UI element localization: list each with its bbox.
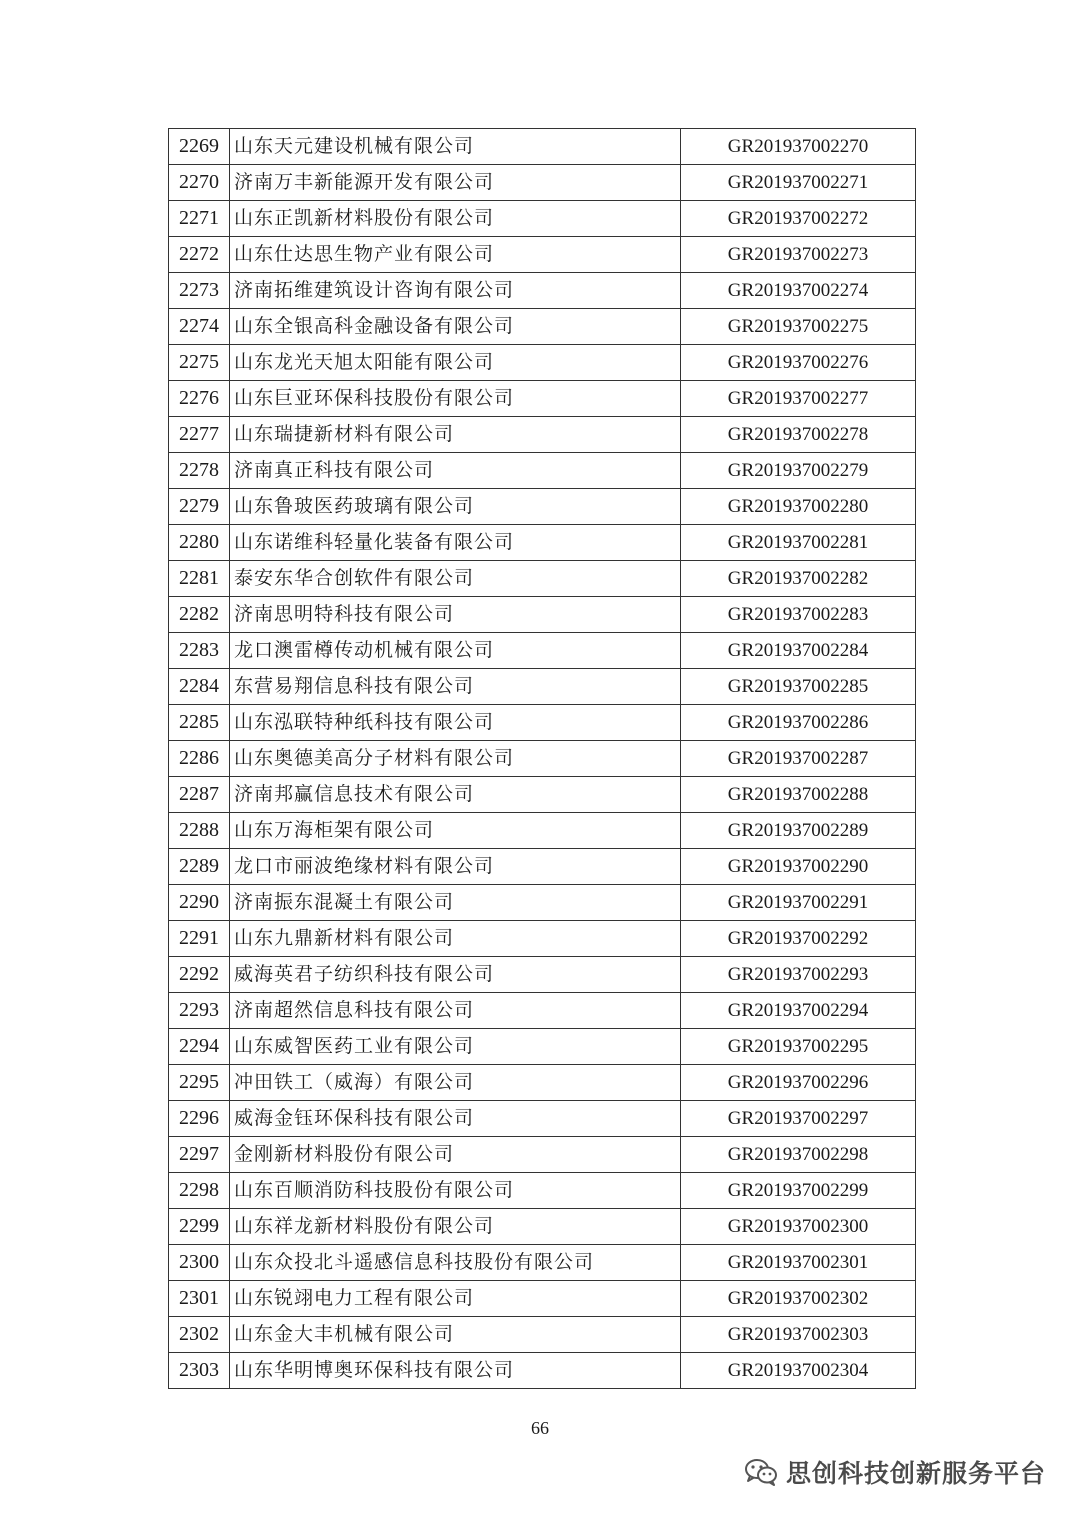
certificate-number-cell: GR201937002299 [681, 1173, 916, 1209]
row-number-cell: 2299 [169, 1209, 230, 1245]
company-name-cell: 泰安东华合创软件有限公司 [230, 561, 681, 597]
row-number-cell: 2301 [169, 1281, 230, 1317]
certificate-number-cell: GR201937002289 [681, 813, 916, 849]
certificate-number-cell: GR201937002286 [681, 705, 916, 741]
certificate-number-cell: GR201937002280 [681, 489, 916, 525]
row-number-cell: 2292 [169, 957, 230, 993]
table-row [169, 1245, 916, 1281]
row-number-cell: 2281 [169, 561, 230, 597]
table-row [169, 561, 916, 597]
table-row [169, 237, 916, 273]
company-name-cell: 山东诺维科轻量化装备有限公司 [230, 525, 681, 561]
certificate-number-cell: GR201937002298 [681, 1137, 916, 1173]
table-row [169, 165, 916, 201]
certificate-number-cell: GR201937002303 [681, 1317, 916, 1353]
certificate-number-cell: GR201937002283 [681, 597, 916, 633]
company-name-cell: 山东全银高科金融设备有限公司 [230, 309, 681, 345]
company-name-cell: 威海英君子纺织科技有限公司 [230, 957, 681, 993]
table-row [169, 705, 916, 741]
certificate-number-cell: GR201937002272 [681, 201, 916, 237]
company-name-cell: 山东众投北斗遥感信息科技股份有限公司 [230, 1245, 681, 1281]
table-row [169, 309, 916, 345]
table-row [169, 201, 916, 237]
company-name-cell: 山东巨亚环保科技股份有限公司 [230, 381, 681, 417]
certificate-number-cell: GR201937002274 [681, 273, 916, 309]
table-row [169, 1101, 916, 1137]
row-number-cell: 2300 [169, 1245, 230, 1281]
company-name-cell: 山东正凯新材料股份有限公司 [230, 201, 681, 237]
company-name-cell: 济南振东混凝土有限公司 [230, 885, 681, 921]
table-row [169, 1281, 916, 1317]
table-row [169, 453, 916, 489]
row-number-cell: 2271 [169, 201, 230, 237]
company-name-cell: 山东万海柜架有限公司 [230, 813, 681, 849]
certificate-number-cell: GR201937002290 [681, 849, 916, 885]
company-name-cell: 济南万丰新能源开发有限公司 [230, 165, 681, 201]
table-row [169, 849, 916, 885]
certificate-number-cell: GR201937002296 [681, 1065, 916, 1101]
row-number-cell: 2303 [169, 1353, 230, 1389]
company-name-cell: 山东仕达思生物产业有限公司 [230, 237, 681, 273]
company-name-cell: 济南拓维建筑设计咨询有限公司 [230, 273, 681, 309]
certificate-number-cell: GR201937002293 [681, 957, 916, 993]
row-number-cell: 2272 [169, 237, 230, 273]
certificate-number-cell: GR201937002270 [681, 129, 916, 165]
row-number-cell: 2293 [169, 993, 230, 1029]
row-number-cell: 2297 [169, 1137, 230, 1173]
company-table [168, 128, 916, 1389]
row-number-cell: 2291 [169, 921, 230, 957]
table-row [169, 1173, 916, 1209]
certificate-number-cell: GR201937002276 [681, 345, 916, 381]
row-number-cell: 2288 [169, 813, 230, 849]
table-row [169, 669, 916, 705]
table-row [169, 1065, 916, 1101]
table-row [169, 1317, 916, 1353]
certificate-number-cell: GR201937002297 [681, 1101, 916, 1137]
table-row [169, 1029, 916, 1065]
certificate-number-cell: GR201937002277 [681, 381, 916, 417]
certificate-number-cell: GR201937002294 [681, 993, 916, 1029]
row-number-cell: 2286 [169, 741, 230, 777]
company-name-cell: 冲田铁工（威海）有限公司 [230, 1065, 681, 1101]
row-number-cell: 2279 [169, 489, 230, 525]
certificate-number-cell: GR201937002291 [681, 885, 916, 921]
wechat-icon [744, 1458, 778, 1486]
watermark [744, 1452, 1046, 1492]
row-number-cell: 2289 [169, 849, 230, 885]
certificate-number-cell: GR201937002304 [681, 1353, 916, 1389]
company-name-cell: 山东威智医药工业有限公司 [230, 1029, 681, 1065]
row-number-cell: 2284 [169, 669, 230, 705]
company-name-cell: 山东百顺消防科技股份有限公司 [230, 1173, 681, 1209]
row-number-cell: 2274 [169, 309, 230, 345]
table-row [169, 1209, 916, 1245]
certificate-number-cell: GR201937002301 [681, 1245, 916, 1281]
certificate-number-cell: GR201937002287 [681, 741, 916, 777]
watermark-text: 思创科技创新服务平台 [785, 1459, 1046, 1488]
table-row [169, 417, 916, 453]
certificate-number-cell: GR201937002275 [681, 309, 916, 345]
row-number-cell: 2273 [169, 273, 230, 309]
company-name-cell: 山东华明博奥环保科技有限公司 [230, 1353, 681, 1389]
row-number-cell: 2282 [169, 597, 230, 633]
row-number-cell: 2290 [169, 885, 230, 921]
table-row [169, 345, 916, 381]
company-name-cell: 金刚新材料股份有限公司 [230, 1137, 681, 1173]
company-name-cell: 山东鲁玻医药玻璃有限公司 [230, 489, 681, 525]
row-number-cell: 2269 [169, 129, 230, 165]
company-name-cell: 山东祥龙新材料股份有限公司 [230, 1209, 681, 1245]
company-name-cell: 山东锐翊电力工程有限公司 [230, 1281, 681, 1317]
table-row [169, 957, 916, 993]
certificate-number-cell: GR201937002288 [681, 777, 916, 813]
row-number-cell: 2295 [169, 1065, 230, 1101]
row-number-cell: 2287 [169, 777, 230, 813]
certificate-number-cell: GR201937002282 [681, 561, 916, 597]
row-number-cell: 2276 [169, 381, 230, 417]
row-number-cell: 2277 [169, 417, 230, 453]
table-row [169, 921, 916, 957]
company-name-cell: 济南真正科技有限公司 [230, 453, 681, 489]
certificate-number-cell: GR201937002271 [681, 165, 916, 201]
page-number: 66 [531, 1418, 549, 1438]
table-row [169, 741, 916, 777]
row-number-cell: 2302 [169, 1317, 230, 1353]
table-row [169, 525, 916, 561]
table-row [169, 885, 916, 921]
company-name-cell: 龙口澳雷樽传动机械有限公司 [230, 633, 681, 669]
table-row [169, 1137, 916, 1173]
table-row [169, 489, 916, 525]
table-row [169, 381, 916, 417]
certificate-number-cell: GR201937002295 [681, 1029, 916, 1065]
certificate-number-cell: GR201937002273 [681, 237, 916, 273]
row-number-cell: 2285 [169, 705, 230, 741]
table-row [169, 633, 916, 669]
company-name-cell: 济南邦赢信息技术有限公司 [230, 777, 681, 813]
table-row [169, 273, 916, 309]
row-number-cell: 2278 [169, 453, 230, 489]
certificate-number-cell: GR201937002300 [681, 1209, 916, 1245]
row-number-cell: 2275 [169, 345, 230, 381]
company-name-cell: 山东瑞捷新材料有限公司 [230, 417, 681, 453]
certificate-number-cell: GR201937002302 [681, 1281, 916, 1317]
row-number-cell: 2270 [169, 165, 230, 201]
company-name-cell: 山东龙光天旭太阳能有限公司 [230, 345, 681, 381]
company-name-cell: 山东泓联特种纸科技有限公司 [230, 705, 681, 741]
certificate-number-cell: GR201937002292 [681, 921, 916, 957]
certificate-number-cell: GR201937002284 [681, 633, 916, 669]
table-row [169, 993, 916, 1029]
table-row [169, 597, 916, 633]
company-name-cell: 山东天元建设机械有限公司 [230, 129, 681, 165]
row-number-cell: 2298 [169, 1173, 230, 1209]
certificate-number-cell: GR201937002281 [681, 525, 916, 561]
certificate-number-cell: GR201937002279 [681, 453, 916, 489]
company-name-cell: 济南思明特科技有限公司 [230, 597, 681, 633]
company-name-cell: 威海金钰环保科技有限公司 [230, 1101, 681, 1137]
row-number-cell: 2294 [169, 1029, 230, 1065]
table-row [169, 129, 916, 165]
certificate-number-cell: GR201937002285 [681, 669, 916, 705]
company-name-cell: 龙口市丽波绝缘材料有限公司 [230, 849, 681, 885]
company-name-cell: 山东金大丰机械有限公司 [230, 1317, 681, 1353]
table-row [169, 813, 916, 849]
table-row [169, 777, 916, 813]
company-name-cell: 山东九鼎新材料有限公司 [230, 921, 681, 957]
row-number-cell: 2296 [169, 1101, 230, 1137]
table-row [169, 1353, 916, 1389]
company-name-cell: 东营易翔信息科技有限公司 [230, 669, 681, 705]
row-number-cell: 2280 [169, 525, 230, 561]
row-number-cell: 2283 [169, 633, 230, 669]
company-name-cell: 山东奥德美高分子材料有限公司 [230, 741, 681, 777]
table-body [169, 129, 916, 1389]
certificate-number-cell: GR201937002278 [681, 417, 916, 453]
company-name-cell: 济南超然信息科技有限公司 [230, 993, 681, 1029]
